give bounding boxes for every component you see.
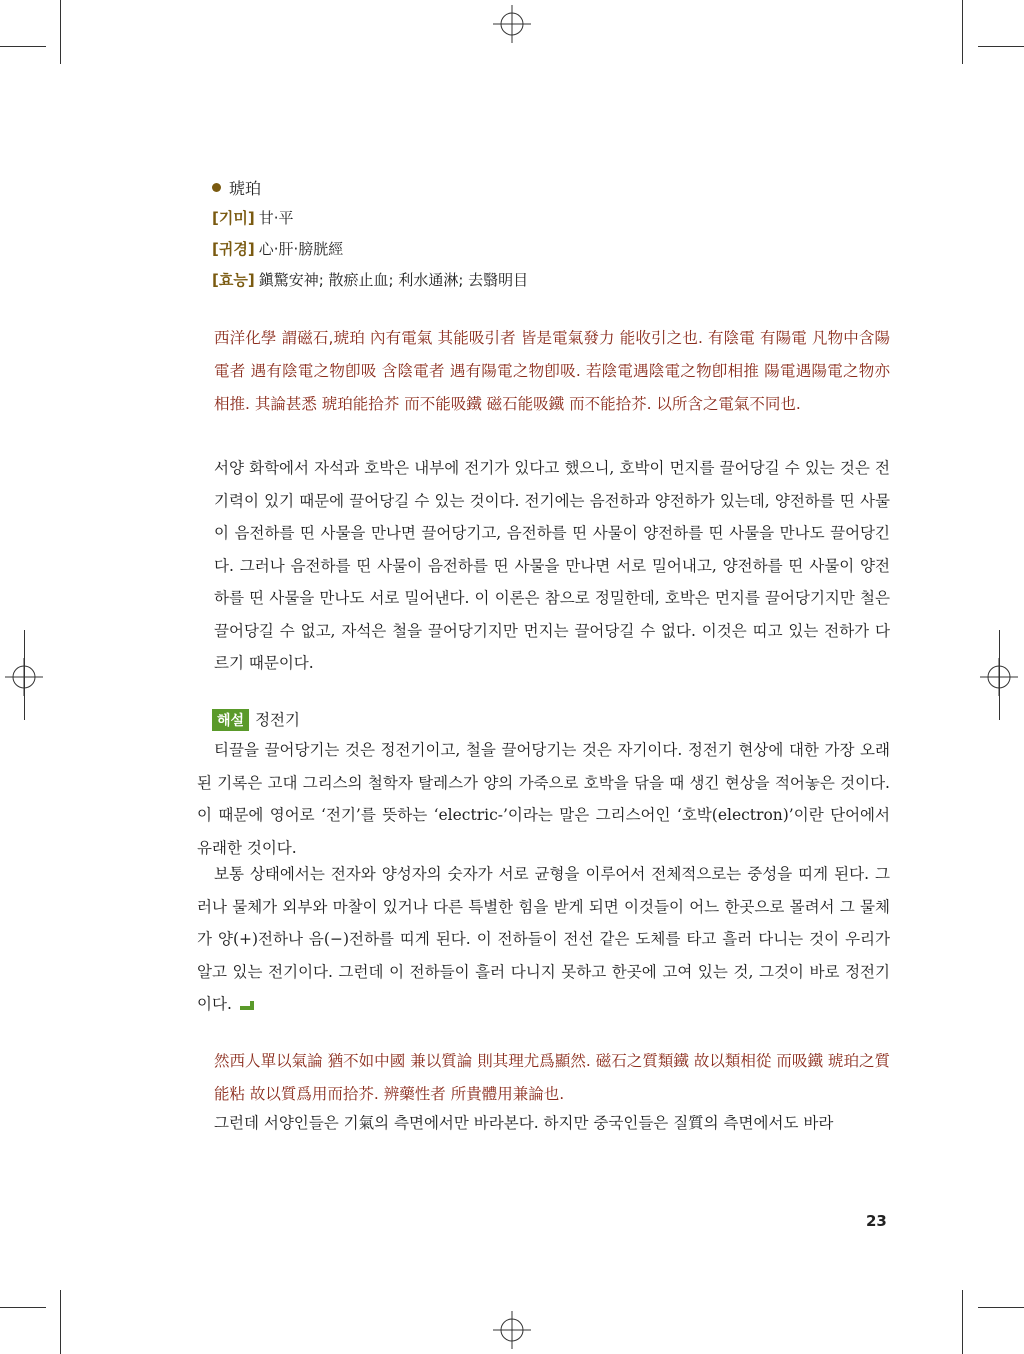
registration-mark-icon [493,1311,531,1349]
property-value: 心·肝·膀胱經 [258,240,344,258]
hanja-quote-2: 然西人單以氣論 猶不如中國 兼以質論 則其理尤爲顯然. 磁石之質類鐵 故以類相從 而吸鐵 琥珀之質能粘 故以質爲用而拾芥. 辨藥性者 所貴體用兼論也. [214,1052,890,1103]
property-qimi [212,207,293,228]
crop-mark [24,630,25,720]
property-gwigyeong [212,238,343,259]
bullet-dot-icon [212,183,221,192]
commentary-paragraph-2-text: 보통 상태에서는 전자와 양성자의 숫자가 서로 균형을 이루어서 전체적으로는 중성을 띠게 된다. 그러나 물체가 외부와 마찰이 있거나 다른 특별한 힘을 받게 되면 이것들이 어느 한곳으로 몰려서 그 물체가 양(+)전하나 음(−)전하를 띠게 된다. 이 전하들이 전선 같은 도체를 타고 흘러 다니는 것이 우리가 알고 있는 전기이다. 그런데 이 전하들이 흘러 다니지 못하고 한곳에 고여 있는 것, 그것이 바로 정전기이다. [197,865,890,1013]
property-value: 鎭驚安神; 散瘀止血; 利水通淋; 去翳明目 [258,271,529,289]
crop-mark [962,0,963,64]
entry-title [212,176,261,199]
property-hyoneung [212,269,528,290]
entry-title-text: 琥珀 [229,179,262,198]
commentary-badge: 해설 [212,709,249,731]
property-label: [귀경] [212,240,255,258]
crop-mark [0,1307,46,1308]
crop-mark [978,1307,1024,1308]
end-mark-icon [240,1001,254,1010]
registration-mark-icon [493,5,531,43]
crop-mark [60,0,61,64]
page-number: 23 [866,1212,887,1230]
hanja-quote-1: 西洋化學 謂磁石,琥珀 內有電氣 其能吸引者 皆是電氣發力 能收引之也. 有陰電 有陽電 凡物中含陽電者 遇有陰電之物卽吸 含陰電者 遇有陽電之物卽吸. 若陰電遇陰電之物卽相推 陽電遇陽電之物亦相推. 其論甚悉 琥珀能拾芥 而不能吸鐵 磁石能吸鐵 而不能拾芥. 以所含之電氣不同也. [214,329,890,413]
property-value: 甘·平 [258,209,294,227]
property-label: [효능] [212,271,255,289]
crop-mark [60,1290,61,1354]
crop-mark [999,630,1000,720]
crop-mark [0,46,46,47]
commentary-paragraph-1: 티끌을 끌어당기는 것은 정전기이고, 철을 끌어당기는 것은 자기이다. 정전기 현상에 대한 가장 오래된 기록은 고대 그리스의 철학자 탈레스가 양의 가죽으로 호박을 닦을 때 생긴 현상을 적어놓은 것이다. 이 때문에 영어로 ‘전기’를 뜻하는 ‘electric-’이라는 말은 그리스어인 ‘호박(electron)’이란 단어에서 유래한 것이다. [197,741,890,857]
property-label: [기미] [212,209,255,227]
commentary-title: 정전기 [255,711,300,729]
commentary-paragraph-2 [197,858,890,1021]
translation-paragraph-2: 그런데 서양인들은 기氣의 측면에서만 바라본다. 하지만 중국인들은 질質의 측면에서도 바라 [214,1114,834,1132]
crop-mark [962,1290,963,1354]
translation-paragraph-1: 서양 화학에서 자석과 호박은 내부에 전기가 있다고 했으니, 호박이 먼지를 끌어당길 수 있는 것은 전기력이 있기 때문에 끌어당길 수 있는 것이다. 전기에는 음전하과 양전하가 있는데, 양전하를 띤 사물이 음전하를 띤 사물을 만나면 끌어당기고, 음전하를 띤 사물이 양전하를 띤 사물을 만나도 끌어당긴다. 그러나 음전하를 띤 사물이 음전하를 띤 사물을 만나면 서로 밀어내고, 양전하를 띤 사물이 양전하를 띤 사물을 만나도 서로 밀어낸다. 이 이론은 참으로 정밀한데, 호박은 먼지를 끌어당기지만 철은 끌어당길 수 없고, 자석은 철을 끌어당기지만 먼지는 끌어당길 수 없다. 이것은 띠고 있는 전하가 다르기 때문이다. [214,459,890,672]
crop-mark [978,46,1024,47]
commentary-header [212,708,300,731]
